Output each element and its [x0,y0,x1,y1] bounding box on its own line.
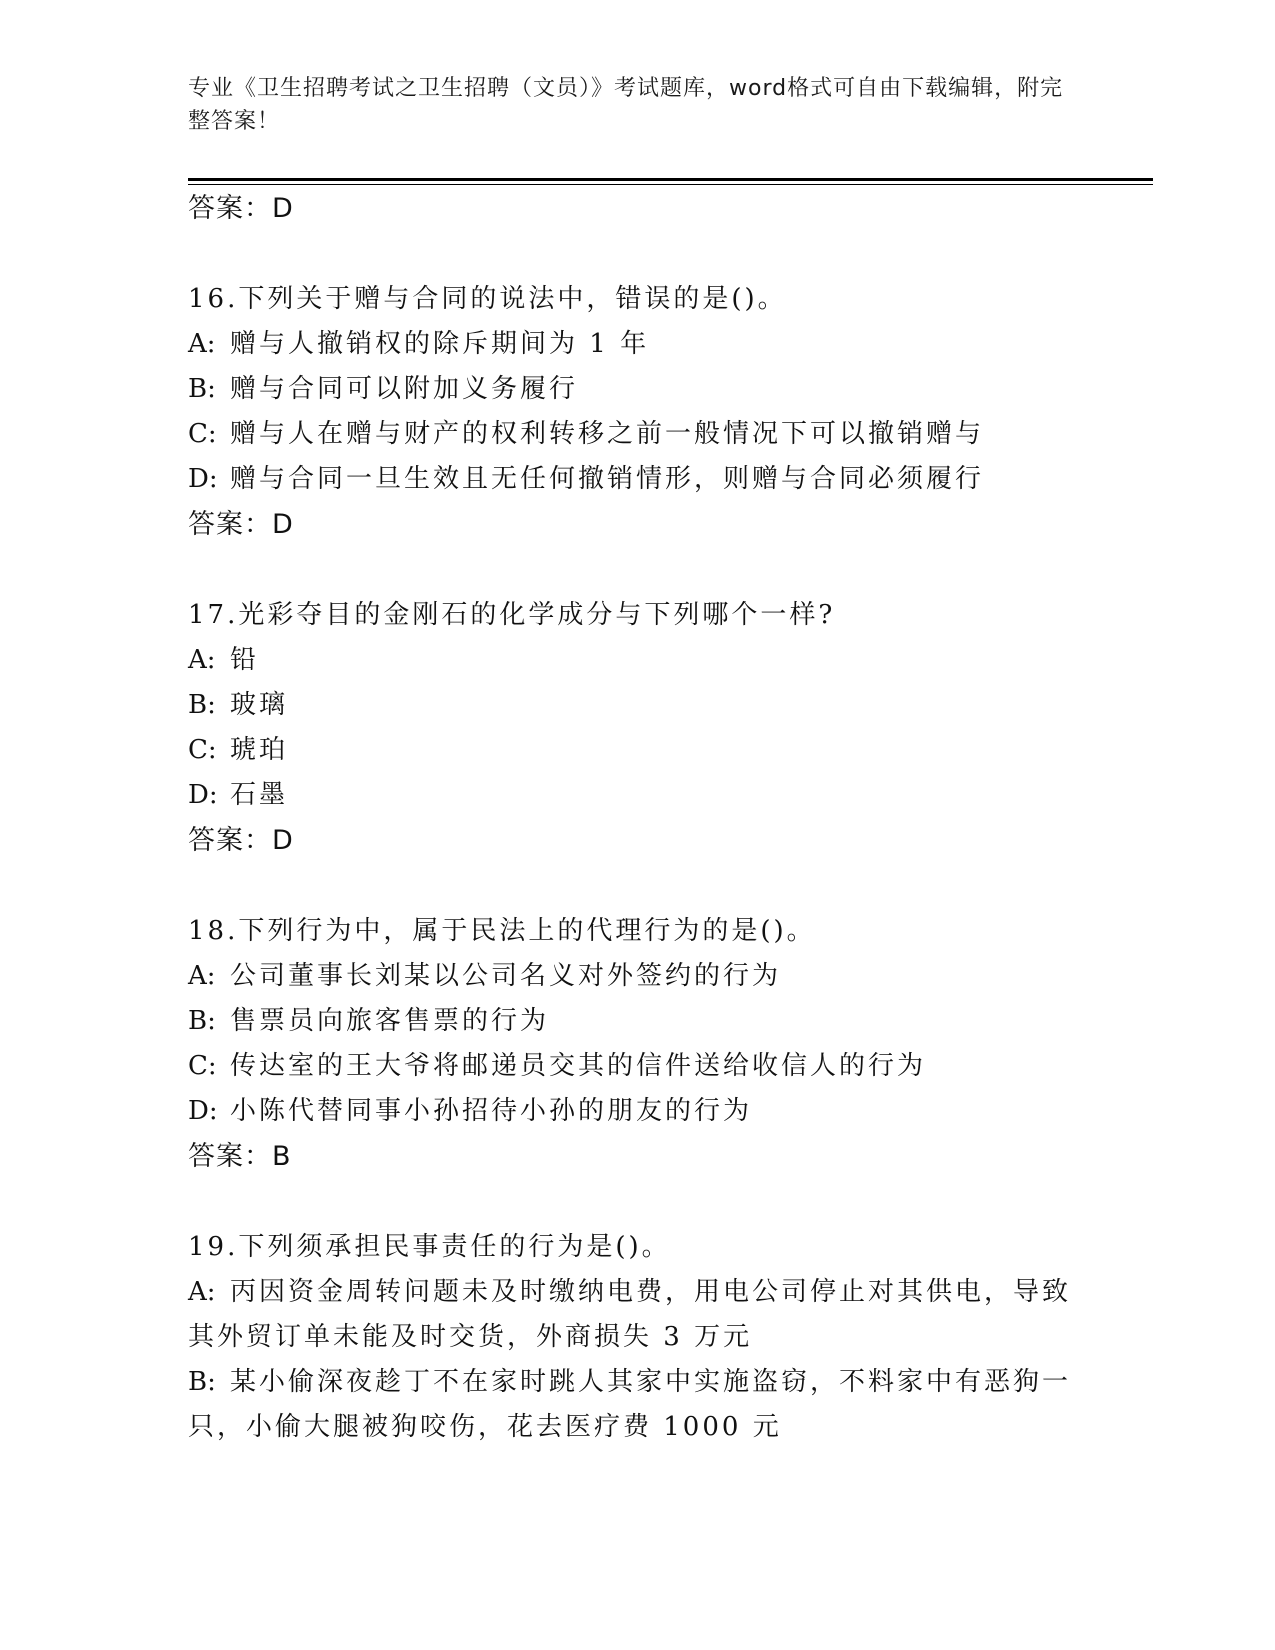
question-number: 19. [188,1232,239,1262]
question-spacer [188,231,1108,277]
question-number: 18. [188,916,239,946]
option-item [188,1360,1108,1450]
option-item [188,683,1108,728]
header-divider-thick [188,178,1153,181]
answer-prefix: 答案： [188,509,272,540]
option-label: B: [188,690,216,720]
option-label: C: [188,735,217,765]
question-text: 下列行为中，属于民法上的代理行为的是()。 [238,916,816,946]
answer-prefix: 答案： [188,825,272,856]
option-text: 石墨 [230,780,289,810]
option-item [188,1089,1108,1134]
option-label: B: [188,1367,216,1397]
document-header: 专业《卫生招聘考试之卫生招聘（文员）》考试题库，word格式可自由下载编辑，附完整答案！ [188,76,1064,134]
option-label: A: [188,645,216,675]
question-stem [188,1225,1108,1270]
answer-prefix: 答案： [188,1141,272,1172]
option-label: A: [188,1277,216,1307]
question-block [188,1225,1108,1450]
option-item [188,1044,1108,1089]
answer-value: D [272,825,294,856]
option-item [188,412,1108,457]
option-item [188,728,1108,773]
option-text: 赠与人在赠与财产的权利转移之前一般情况下可以撤销赠与 [230,419,985,449]
question-list [188,186,1108,1450]
option-text: 公司董事长刘某以公司名义对外签约的行为 [230,961,782,991]
option-item [188,999,1108,1044]
question-block [188,593,1108,863]
question-spacer [188,547,1108,593]
question-stem [188,277,1108,322]
option-text: 琥珀 [230,735,289,765]
question-spacer [188,863,1108,909]
option-item [188,954,1108,999]
answer-value: D [272,193,294,224]
option-label: D: [188,1096,218,1126]
question-text: 下列须承担民事责任的行为是()。 [238,1232,671,1262]
option-text: 赠与合同一旦生效且无任何撤销情形，则赠与合同必须履行 [230,464,985,494]
option-text: 赠与人撤销权的除斥期间为 1 年 [230,329,650,359]
answer-line [188,818,1108,863]
option-label: D: [188,780,218,810]
option-item [188,638,1108,683]
option-text: 丙因资金周转问题未及时缴纳电费，用电公司停止对其供电，导致 [230,1277,1072,1307]
option-text: 某小偷深夜趁丁不在家时跳人其家中实施盗窃，不料家中有恶狗一 [230,1367,1072,1397]
option-text: 只，小偷大腿被狗咬伤，花去医疗费 1000 元 [188,1412,782,1442]
option-text: 玻璃 [230,690,289,720]
question-text: 光彩夺目的金刚石的化学成分与下列哪个一样? [238,600,836,630]
option-label: C: [188,1051,217,1081]
option-label: B: [188,1006,216,1036]
option-label: B: [188,374,216,404]
answer-value: B [272,1141,292,1172]
question-stem [188,593,1108,638]
option-item [188,773,1108,818]
option-label: A: [188,329,216,359]
option-item [188,367,1108,412]
option-label: D: [188,464,218,494]
option-text: 赠与合同可以附加义务履行 [230,374,579,404]
question-block [188,909,1108,1179]
option-item [188,1270,1108,1360]
option-item [188,457,1108,502]
answer-line [188,502,1108,547]
question-number: 16. [188,284,239,314]
answer-value: D [272,509,294,540]
question-number: 17. [188,600,239,630]
option-text: 小陈代替同事小孙招待小孙的朋友的行为 [230,1096,753,1126]
option-text: 传达室的王大爷将邮递员交其的信件送给收信人的行为 [230,1051,927,1081]
option-text: 铅 [230,645,260,675]
header-divider-thin [188,184,1153,185]
option-item [188,322,1108,367]
answer-prefix: 答案： [188,193,272,224]
option-text: 其外贸订单未能及时交货，外商损失 3 万元 [188,1322,753,1352]
answer-line [188,186,1108,231]
question-text: 下列关于赠与合同的说法中，错误的是()。 [238,284,787,314]
answer-line [188,1134,1108,1179]
option-text: 售票员向旅客售票的行为 [230,1006,550,1036]
option-label: A: [188,961,216,991]
question-spacer [188,1179,1108,1225]
question-stem [188,909,1108,954]
option-label: C: [188,419,217,449]
question-block [188,277,1108,547]
